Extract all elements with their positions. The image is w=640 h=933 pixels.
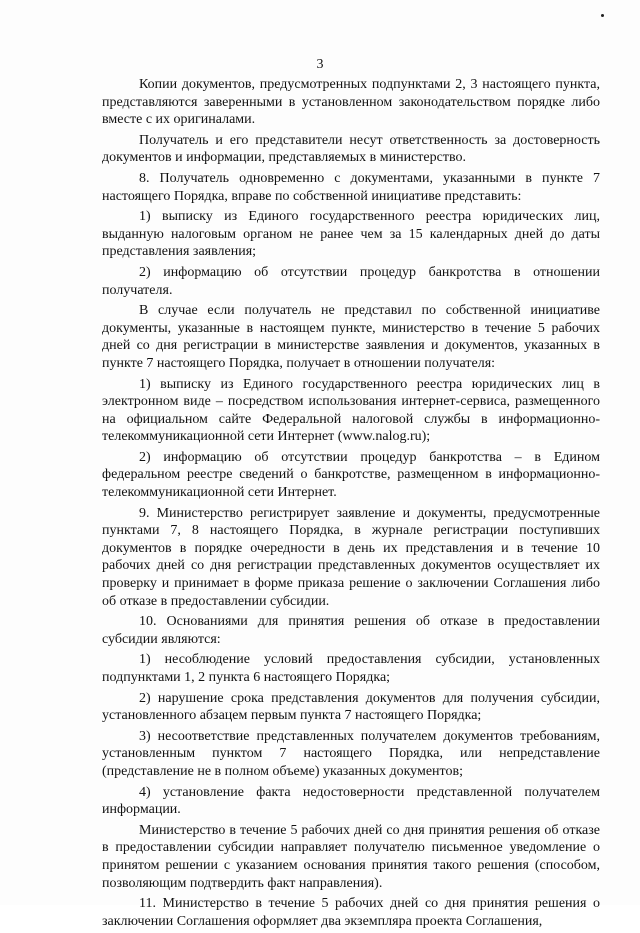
paragraph-responsibility: Получатель и его представители несут ответственность за достоверность документов и информации, представляемых в министерство.	[102, 132, 600, 166]
paragraph-clause-10-item-4: 4) установление факта недостоверности представленной получателем информации.	[102, 784, 600, 818]
paragraph-clause-9: 9. Министерство регистрирует заявление и документы, предусмотренные пунктами 7, 8 настоящего Порядка, в журнале регистрации поступивших документов в порядке очередности в день их представления и в течение 10 рабочих дней со дня регистрации представленных документов осуществляет их проверку и принимает в форме приказа решение о заключении Соглашения либо об отказе в предоставлении субсидии.	[102, 505, 600, 609]
page-number: 3	[316, 57, 324, 72]
paragraph-clause-8: 8. Получатель одновременно с документами, указанными в пункте 7 настоящего Порядка, вправе по собственной инициативе представить:	[102, 170, 600, 204]
paragraph-clause-10-item-2: 2) нарушение срока представления документов для получения субсидии, установленного абзацем первым пункта 7 настоящего Порядка;	[102, 690, 600, 724]
document-body	[102, 76, 600, 933]
paragraph-clause-10-item-3: 3) несоответствие представленных получателем документов требованиям, установленным пунктом 7 настоящего Порядка, или непредставление (представление не в полном объеме) указанных документов;	[102, 728, 600, 779]
paragraph-clause-8-fallback: В случае если получатель не представил по собственной инициативе документы, указанные в настоящем пункте, министерство в течение 5 рабочих дней со дня регистрации в министерстве заявления и документов, указанных в пункте 7 настоящего Порядка, получает в отношении получателя:	[102, 303, 600, 371]
paragraph-clause-8-item-1: 1) выписку из Единого государственного реестра юридических лиц, выданную налоговым органом не ранее чем за 15 календарных дней до даты представления заявления;	[102, 209, 600, 260]
paragraph-clause-10-item-1: 1) несоблюдение условий предоставления субсидии, установленных подпунктами 1, 2 пункта 6 настоящего Порядка;	[102, 652, 600, 685]
paragraph-clause-10: 10. Основаниями для принятия решения об отказе в предоставлении субсидии являются:	[102, 614, 600, 647]
paragraph-clause-8-item-2: 2) информацию об отсутствии процедур банкротства в отношении получателя.	[102, 264, 600, 298]
paragraph-copies-certification: Копии документов, предусмотренных подпунктами 2, 3 настоящего пункта, представляются заверенными в установленном законодательством порядке либо вместе с их оригиналами.	[102, 77, 600, 128]
paragraph-clause-8-fallback-item-2: 2) информацию об отсутствии процедур банкротства – в Едином федеральном реестре сведений о банкротстве, размещенном в информационно-телекоммуникационной сети Интернет.	[102, 449, 600, 501]
scan-speck	[601, 14, 604, 17]
paragraph-clause-11: 11. Министерство в течение 5 рабочих дней со дня принятия решения о заключении Соглашения оформляет два экземпляра проекта Соглашения,	[102, 896, 600, 929]
paragraph-clause-8-fallback-item-1: 1) выписку из Единого государственного реестра юридических лиц в электронном виде – посредством использования интернет-сервиса, размещенного на официальном сайте Федеральной налоговой службы в информационно-телекоммуникационной сети Интернет (www.nalog.ru);	[102, 376, 600, 445]
paragraph-refusal-notice: Министерство в течение 5 рабочих дней со дня принятия решения об отказе в предоставлении субсидии направляет получателю письменное уведомление о принятом решении с указанием основания принятия такого решения (способом, позволяющим подтвердить факт направления).	[102, 822, 600, 891]
